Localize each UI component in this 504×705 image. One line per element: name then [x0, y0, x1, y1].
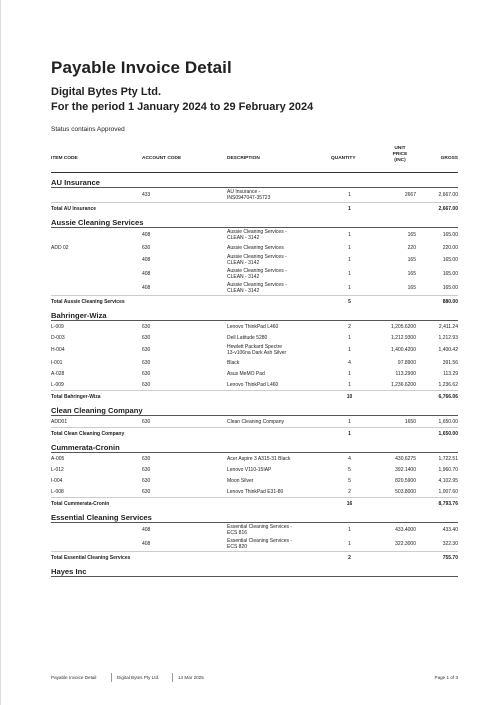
description-line: Essential Cleaning Services - — [227, 538, 293, 544]
group-header — [51, 172, 458, 188]
col-unit-price — [386, 146, 414, 164]
group-total-quantity: 16 — [346, 501, 353, 507]
group-name: AU Insurance — [51, 178, 100, 187]
account-code-cell: 630 — [142, 456, 151, 462]
unit-price-cell: 97.8900 — [397, 360, 416, 366]
table-row — [51, 188, 458, 202]
account-code-cell: 630 — [142, 324, 151, 330]
description-cell — [227, 229, 317, 241]
group-total-row — [51, 202, 458, 214]
account-code-cell: 408 — [142, 271, 151, 277]
item-code-cell: ADD 02 — [51, 245, 69, 251]
quantity-cell: 1 — [348, 192, 351, 198]
group-name: Aussie Cleaning Services — [51, 218, 144, 227]
quantity-cell: 1 — [348, 527, 351, 533]
col-item-code: ITEM CODE — [51, 156, 78, 161]
group-total-quantity: 10 — [346, 394, 353, 400]
group-header — [51, 563, 458, 577]
description-cell — [227, 489, 317, 495]
description-line: Acer Aspire 3 A315-31 Black — [227, 456, 291, 462]
quantity-cell: 2 — [348, 324, 351, 330]
account-code-cell: 630 — [142, 335, 151, 341]
unit-price-cell: 1,400.4200 — [390, 347, 416, 353]
gross-cell: 391.56 — [442, 360, 458, 366]
unit-price-cell: 165 — [407, 257, 416, 263]
col-unit-price-line1: UNIT — [394, 146, 406, 151]
description-line: Essential Cleaning Services - — [227, 524, 293, 530]
quantity-cell: 4 — [348, 360, 351, 366]
table-row — [51, 343, 458, 357]
gross-cell: 4,102.95 — [438, 478, 458, 484]
description-line: Black — [227, 360, 240, 366]
group-total-quantity: 1 — [348, 431, 351, 437]
unit-price-cell: 2667 — [404, 192, 416, 198]
gross-cell: 1,007.60 — [438, 489, 458, 495]
col-unit-price-line2: PRICE — [392, 152, 408, 157]
description-line: Clean Cleaning Company — [227, 419, 284, 425]
group-name: Hayes Inc — [51, 567, 87, 576]
unit-price-cell: 113.2900 — [395, 371, 416, 377]
description-cell — [227, 538, 317, 550]
group-total-gross: 880.00 — [442, 299, 458, 305]
unit-price-cell: 1,236.6200 — [390, 382, 416, 388]
gross-cell: 165.00 — [442, 285, 458, 291]
quantity-cell: 1 — [348, 271, 351, 277]
group-header — [51, 439, 458, 453]
description-line: ECS 816 — [227, 530, 248, 536]
description-line: Hewlett Packard Spectre — [227, 344, 283, 350]
group-total-row — [51, 497, 458, 509]
item-code-cell: I-001 — [51, 360, 63, 366]
description-cell — [227, 456, 317, 462]
description-line: Moon Silver — [227, 478, 254, 484]
group-total-label: Total Cummerata-Cronin — [51, 501, 110, 507]
group-total-label: Total AU Insurance — [51, 206, 97, 212]
table-row — [51, 464, 458, 475]
table-row — [51, 486, 458, 497]
account-code-cell: 408 — [142, 257, 151, 263]
group-total-row — [51, 295, 458, 307]
table-row — [51, 321, 458, 332]
item-code-cell: L-012 — [51, 467, 64, 473]
table-row — [51, 368, 458, 379]
unit-price-cell: 1650 — [404, 419, 416, 425]
description-line: 13-v106na Dark Ash Silver — [227, 350, 287, 356]
quantity-cell: 1 — [348, 232, 351, 238]
gross-cell: 113.29 — [443, 371, 458, 377]
unit-price-cell: 1,205.6200 — [390, 324, 416, 330]
description-cell — [227, 245, 317, 251]
gross-cell: 322.30 — [442, 541, 458, 547]
quantity-cell: 1 — [348, 541, 351, 547]
footer-report-name: Payable Invoice Detail — [51, 675, 97, 680]
group-total-row — [51, 551, 458, 563]
unit-price-cell: 165 — [407, 271, 416, 277]
unit-price-cell: 820.5900 — [395, 478, 416, 484]
group-total-label: Total Clean Cleaning Company — [51, 431, 125, 437]
quantity-cell: 2 — [348, 489, 351, 495]
description-line: AU Insurance - — [227, 189, 261, 195]
group-name: Bahringer-Wiza — [51, 311, 107, 320]
table-row — [51, 228, 458, 242]
quantity-cell: 1 — [348, 245, 351, 251]
gross-cell: 165.00 — [442, 271, 458, 277]
description-line: Dell Latitude 5280 — [227, 335, 268, 341]
invoice-table-body — [51, 172, 458, 577]
quantity-cell: 1 — [348, 285, 351, 291]
group-total-row — [51, 390, 458, 402]
item-code-cell: A-005 — [51, 456, 65, 462]
description-line: Aussie Cleaning Services - — [227, 254, 287, 260]
description-cell — [227, 189, 317, 201]
company-name: Digital Bytes Pty Ltd. — [51, 86, 162, 98]
item-code-cell: A-028 — [51, 371, 65, 377]
gross-cell: 1,650.00 — [438, 419, 458, 425]
description-cell — [227, 335, 317, 341]
group-header — [51, 509, 458, 523]
description-line: Lenovo ThinkPad L460 — [227, 324, 279, 330]
description-cell — [227, 524, 317, 536]
report-period: For the period 1 January 2024 to 29 February 2024 — [51, 101, 314, 113]
table-row — [51, 537, 458, 551]
account-code-cell: 408 — [142, 232, 151, 238]
quantity-cell: 1 — [348, 257, 351, 263]
group-header — [51, 402, 458, 416]
description-line: CLEAN - 3142 — [227, 260, 260, 266]
quantity-cell: 1 — [348, 347, 351, 353]
group-total-quantity: 5 — [348, 299, 351, 305]
description-line: Aussie Cleaning Services - — [227, 282, 287, 288]
description-line: Lenovo V110-15IAP — [227, 467, 272, 473]
account-code-cell: 408 — [142, 541, 151, 547]
col-gross: GROSS — [440, 156, 458, 161]
table-row — [51, 267, 458, 281]
quantity-cell: 1 — [348, 371, 351, 377]
description-cell — [227, 478, 317, 484]
account-code-cell: 408 — [142, 527, 151, 533]
unit-price-cell: 165 — [407, 232, 416, 238]
gross-cell: 1,236.62 — [438, 382, 458, 388]
group-total-row — [51, 427, 458, 439]
account-code-cell: 408 — [142, 285, 151, 291]
description-line: Asus MeMO Pad — [227, 371, 265, 377]
gross-cell: 1,722.51 — [438, 456, 458, 462]
account-code-cell: 630 — [142, 371, 151, 377]
account-code-cell: 630 — [142, 360, 151, 366]
gross-cell: 165.00 — [442, 232, 458, 238]
unit-price-cell: 433.4000 — [395, 527, 416, 533]
unit-price-cell: 392.1400 — [395, 467, 416, 473]
item-code-cell: ADD01 — [51, 419, 68, 425]
unit-price-cell: 1,212.9300 — [390, 335, 416, 341]
group-total-gross: 8,793.76 — [438, 501, 458, 507]
quantity-cell: 5 — [348, 478, 351, 484]
description-line: Aussie Cleaning Services - — [227, 229, 287, 235]
item-code-cell: L-009 — [51, 324, 64, 330]
gross-cell: 2,667.00 — [438, 192, 458, 198]
gross-cell: 433.40 — [442, 527, 458, 533]
account-code-cell: 630 — [142, 419, 151, 425]
group-total-quantity: 1 — [348, 206, 351, 212]
footer-page-number: Page 1 of 3 — [434, 675, 458, 680]
item-code-cell: L-009 — [51, 382, 64, 388]
table-header — [51, 146, 458, 172]
gross-cell: 1,960.70 — [438, 467, 458, 473]
description-cell — [227, 344, 317, 356]
group-total-label: Total Bahringer-Wiza — [51, 394, 101, 400]
item-code-cell: L-008 — [51, 489, 64, 495]
footer-date: 14 Mar 2025 — [178, 675, 204, 680]
table-row — [51, 453, 458, 464]
item-code-cell: D-003 — [51, 335, 65, 341]
footer-company: Digital Bytes Pty Ltd. — [117, 675, 160, 680]
description-line: Lenovo ThinkPad E31-80 — [227, 489, 284, 495]
description-line: ECS 820 — [227, 544, 248, 550]
account-code-cell: 433 — [142, 192, 151, 198]
account-code-cell: 630 — [142, 478, 151, 484]
unit-price-cell: 322.3000 — [395, 541, 416, 547]
col-unit-price-line3: (INC) — [394, 158, 406, 163]
group-name: Essential Cleaning Services — [51, 513, 152, 522]
account-code-cell: 630 — [142, 467, 151, 473]
table-row — [51, 475, 458, 486]
group-total-label: Total Aussie Cleaning Services — [51, 299, 125, 305]
description-line: CLEAN - 3142 — [227, 288, 260, 294]
table-row — [51, 523, 458, 537]
account-code-cell: 630 — [142, 489, 151, 495]
group-total-label: Total Essential Cleaning Services — [51, 555, 131, 561]
group-name: Cummerata-Cronin — [51, 443, 120, 452]
gross-cell: 1,212.93 — [438, 335, 458, 341]
report-title: Payable Invoice Detail — [51, 58, 232, 77]
description-line: Lenovo ThinkPad L460 — [227, 382, 279, 388]
group-total-gross: 755.70 — [442, 555, 458, 561]
account-code-cell: 630 — [142, 347, 151, 353]
description-line: Aussie Cleaning Services - — [227, 268, 287, 274]
account-code-cell: 630 — [142, 245, 151, 251]
table-row — [51, 416, 458, 427]
item-code-cell: H-004 — [51, 347, 65, 353]
unit-price-cell: 165 — [407, 285, 416, 291]
group-name: Clean Cleaning Company — [51, 406, 143, 415]
col-description: DESCRIPTION — [227, 156, 260, 161]
account-code-cell: 630 — [142, 382, 151, 388]
gross-cell: 1,400.42 — [438, 347, 458, 353]
table-row — [51, 357, 458, 368]
quantity-cell: 4 — [348, 456, 351, 462]
table-row — [51, 379, 458, 390]
gross-cell: 220.00 — [442, 245, 458, 251]
gross-cell: 165.00 — [442, 257, 458, 263]
description-cell — [227, 371, 317, 377]
description-cell — [227, 324, 317, 330]
unit-price-cell: 220 — [407, 245, 416, 251]
table-row — [51, 253, 458, 267]
quantity-cell: 1 — [348, 419, 351, 425]
group-total-gross: 2,667.00 — [438, 206, 458, 212]
description-cell — [227, 268, 317, 280]
description-line: Aussie Cleaning Services — [227, 245, 284, 251]
footer-divider — [111, 673, 112, 682]
quantity-cell: 1 — [348, 335, 351, 341]
table-row — [51, 332, 458, 343]
status-filter: Status contains Approved — [51, 126, 125, 133]
group-total-gross: 6,766.06 — [438, 394, 458, 400]
table-row — [51, 242, 458, 253]
description-line: INS0947047-35723 — [227, 195, 271, 201]
unit-price-cell: 430.6275 — [395, 456, 416, 462]
description-cell — [227, 419, 317, 425]
item-code-cell: I-004 — [51, 478, 63, 484]
gross-cell: 2,411.24 — [438, 324, 458, 330]
footer-divider — [172, 673, 173, 682]
description-cell — [227, 282, 317, 294]
description-cell — [227, 382, 317, 388]
quantity-cell: 5 — [348, 467, 351, 473]
group-total-gross: 1,650.00 — [438, 431, 458, 437]
col-quantity: QUANTITY — [331, 156, 356, 161]
group-header — [51, 307, 458, 321]
group-total-quantity: 2 — [348, 555, 351, 561]
description-line: CLEAN - 3142 — [227, 235, 260, 241]
description-cell — [227, 360, 317, 366]
description-cell — [227, 467, 317, 473]
quantity-cell: 1 — [348, 382, 351, 388]
table-row — [51, 281, 458, 295]
group-header — [51, 214, 458, 228]
description-cell — [227, 254, 317, 266]
col-account-code: ACCOUNT CODE — [142, 156, 182, 161]
description-line: CLEAN - 3142 — [227, 274, 260, 280]
unit-price-cell: 503.8000 — [395, 489, 416, 495]
